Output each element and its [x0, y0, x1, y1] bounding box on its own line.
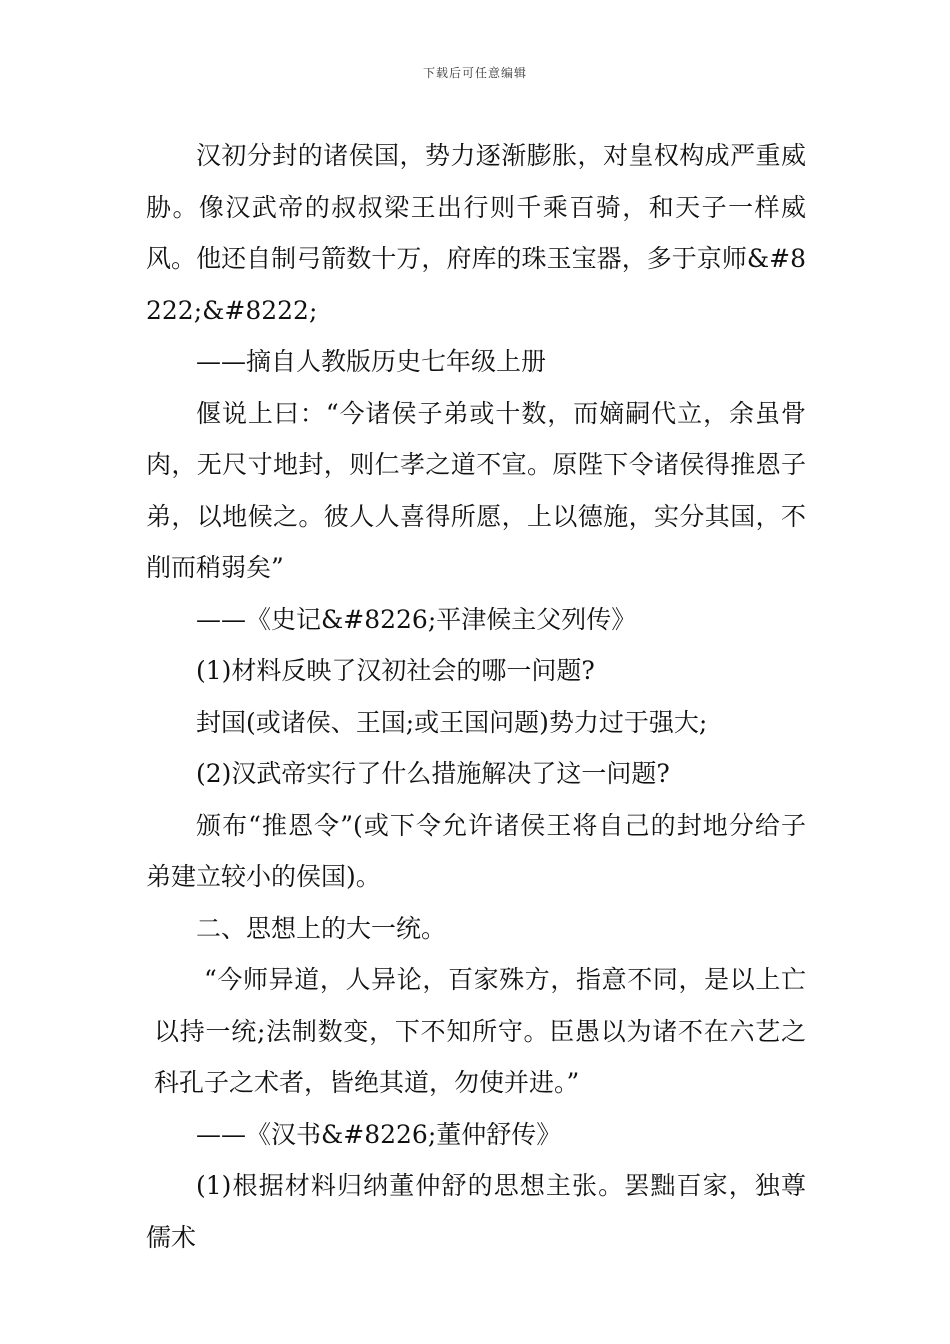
question-3-with-answer: (1)根据材料归纳董仲舒的思想主张。罢黜百家，独尊儒术 — [146, 1171, 806, 1252]
paragraph-dong-zhongshu-quote: “今师异道，人异论，百家殊方，指意不同，是以上亡以持一统;法制数变，下不知所守。臣愚以为诸不在六艺之科孔子之术者，皆绝其道，勿使并进。” — [154, 965, 806, 1097]
paragraph-zhufu-yan-quote: 偃说上曰：“今诸侯子弟或十数，而嫡嗣代立，余虽骨肉，无尺寸地封，则仁孝之道不宣。原陛下令诸侯得推恩子弟，以地候之。彼人人喜得所愿，上以德施，实分其国，不削而稍弱矣” — [146, 398, 806, 582]
answer-1: 封国(或诸侯、王国;或王国问题)势力过于强大; — [196, 707, 708, 737]
section-heading-ideology: 二、思想上的大一统。 — [196, 913, 447, 943]
question-1: (1)材料反映了汉初社会的哪一问题? — [196, 656, 595, 685]
source-citation-shiji: ——《史记&#8226;平津候主父列传》 — [196, 604, 637, 634]
page-header: 下载后可任意编辑 — [422, 66, 527, 80]
question-2: (2)汉武帝实行了什么措施解决了这一问题? — [196, 759, 670, 788]
source-citation-textbook: ——摘自人教版历史七年级上册 — [196, 347, 547, 376]
answer-2: 颁布“推恩令”(或下令允许诸侯王将自己的封地分给子弟建立较小的侯国)。 — [146, 810, 806, 891]
source-citation-hanshu: ——《汉书&#8226;董仲舒传》 — [196, 1119, 562, 1149]
document-body — [146, 130, 806, 1263]
paragraph-vassal-states: 汉初分封的诸侯国，势力逐渐膨胀，对皇权构成严重威胁。像汉武帝的叔叔梁王出行则千乘百骑，和天子一样威风。他还自制弓箭数十万，府库的珠玉宝器，多于京师&#8222;&#8222; — [146, 141, 806, 325]
